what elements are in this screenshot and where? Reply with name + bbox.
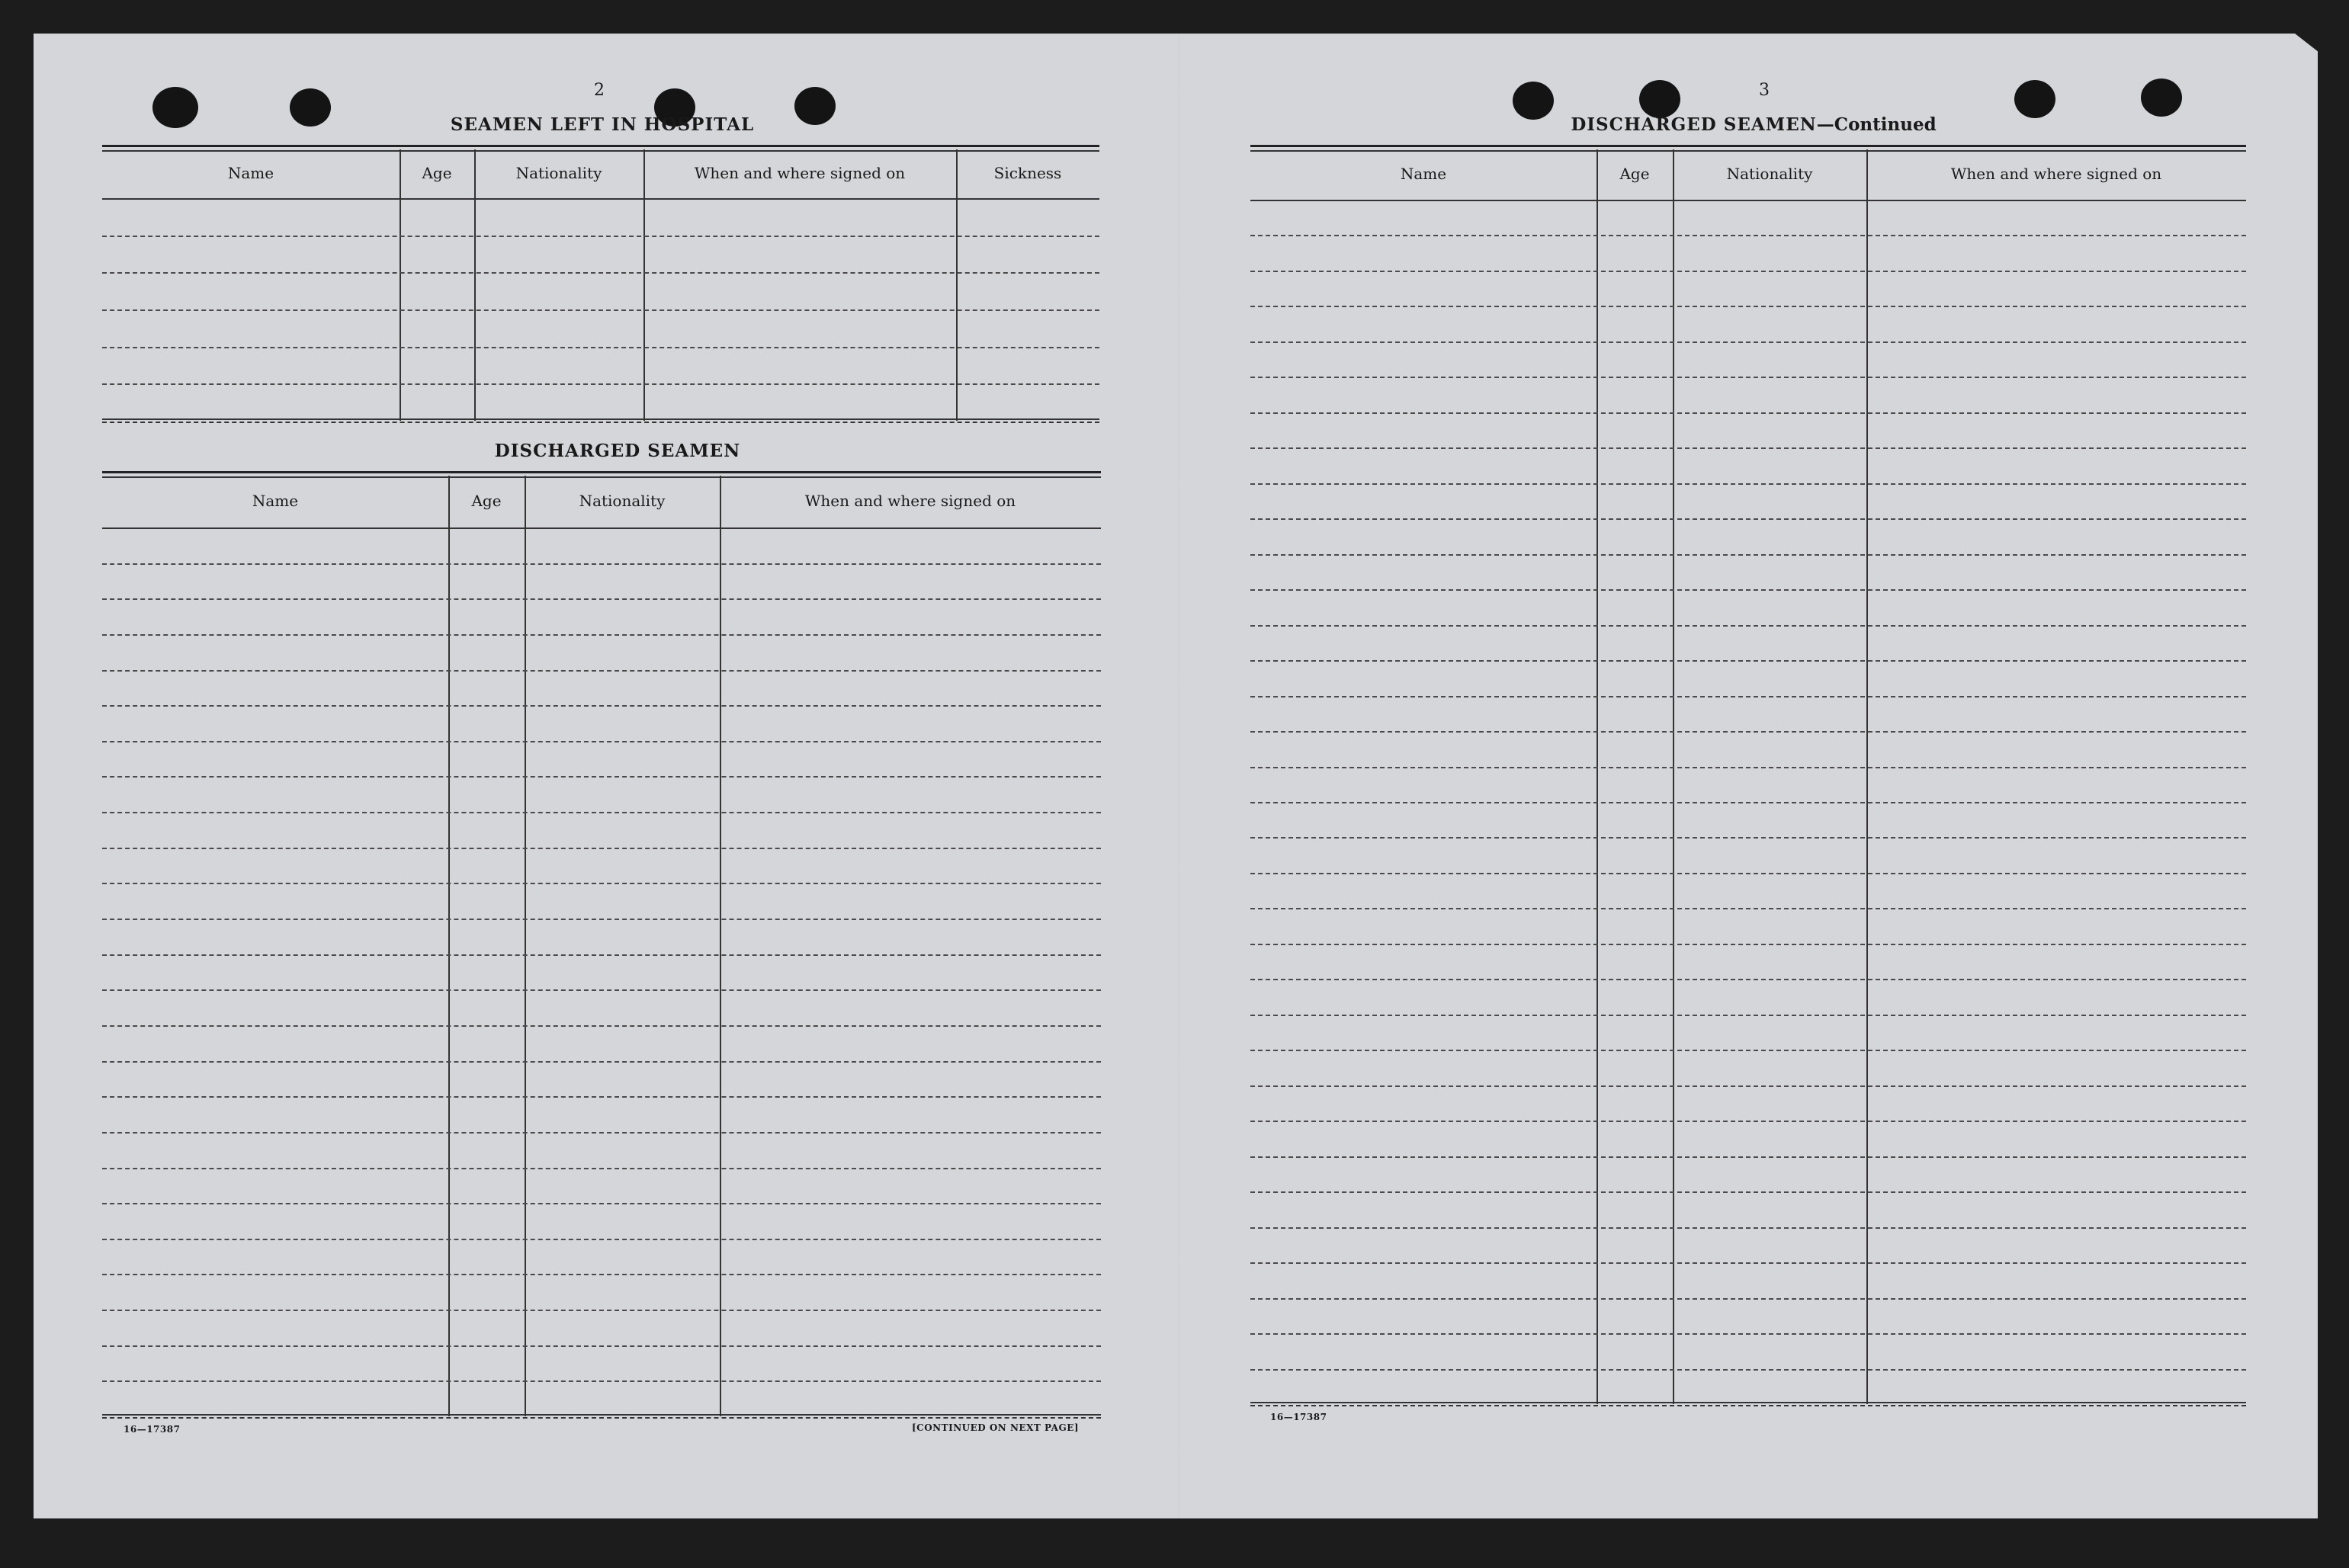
table-row (1250, 1015, 2246, 1016)
column-header: Age (471, 492, 502, 510)
table-row (102, 741, 1101, 742)
hospital-table (102, 145, 1099, 421)
discharged-table (102, 471, 1101, 1416)
column-divider (643, 149, 645, 421)
table-row (102, 883, 1101, 884)
punch-hole (152, 87, 198, 128)
table-bottom-rule (1250, 1402, 2246, 1406)
table-row (102, 563, 1101, 565)
table-row (1250, 625, 2246, 627)
table-row (1250, 554, 2246, 556)
discharged-continued-title (1494, 114, 2013, 135)
table-row (102, 1345, 1101, 1347)
table-row (102, 347, 1099, 348)
discharged-continued-title-main: DISCHARGED SEAMEN (1571, 114, 1817, 135)
column-header: Nationality (1726, 165, 1813, 183)
table-row (102, 848, 1101, 849)
table-row (1250, 660, 2246, 662)
table-row (102, 309, 1099, 311)
column-header: Name (252, 492, 299, 510)
table-top-rule (102, 145, 1099, 152)
table-row (102, 989, 1101, 991)
column-header: Nationality (515, 164, 602, 182)
table-row (1250, 271, 2246, 272)
table-header-rule (102, 198, 1099, 200)
table-row (1250, 1227, 2246, 1229)
table-row (1250, 1050, 2246, 1051)
table-row (1250, 1156, 2246, 1158)
table-row (102, 598, 1101, 600)
column-divider (956, 149, 958, 421)
table-row (102, 954, 1101, 956)
table-row (1250, 1191, 2246, 1193)
table-row (1250, 837, 2246, 839)
table-header-rule (102, 527, 1101, 529)
column-divider (474, 149, 476, 421)
table-row (102, 812, 1101, 813)
table-row (102, 705, 1101, 707)
page-number-left: 2 (594, 81, 605, 100)
table-top-rule (102, 471, 1101, 478)
column-header: When and where signed on (1950, 165, 2162, 183)
table-row (1250, 483, 2246, 485)
table-row (102, 1274, 1101, 1275)
table-row (1250, 1085, 2246, 1087)
table-row (1250, 944, 2246, 945)
table-row (1250, 589, 2246, 591)
column-header: When and where signed on (804, 492, 1016, 510)
table-row (102, 1025, 1101, 1027)
form-code-left: 16—17387 (124, 1424, 181, 1435)
table-row (102, 1310, 1101, 1311)
table-row (1250, 235, 2246, 236)
table-row (102, 1239, 1101, 1240)
table-top-rule (1250, 145, 2246, 152)
table-row (102, 776, 1101, 778)
table-row (1250, 1333, 2246, 1335)
table-row (1250, 908, 2246, 909)
table-row (102, 670, 1101, 672)
punch-hole (1639, 80, 1680, 118)
continued-note: [CONTINUED ON NEXT PAGE] (912, 1422, 1080, 1433)
form-code-right: 16—17387 (1270, 1412, 1327, 1422)
hospital-section-title: SEAMEN LEFT IN HOSPITAL (450, 114, 755, 135)
table-row (1250, 873, 2246, 874)
table-row (1250, 731, 2246, 733)
punch-hole (2014, 80, 2055, 118)
table-row (102, 383, 1099, 385)
table-row (102, 1096, 1101, 1098)
table-header-rule (1250, 200, 2246, 201)
table-row (1250, 447, 2246, 449)
table-row (1250, 767, 2246, 768)
table-row (102, 1132, 1101, 1134)
page-number-right: 3 (1759, 81, 1770, 100)
table-row (1250, 412, 2246, 414)
table-row (1250, 1298, 2246, 1300)
column-header: When and where signed on (694, 164, 906, 182)
table-row (102, 634, 1101, 636)
table-row (1250, 341, 2246, 343)
table-row (1250, 518, 2246, 520)
discharged-section-title: DISCHARGED SEAMEN (494, 441, 741, 461)
column-divider (1596, 149, 1598, 1404)
discharged-continued-title-suffix: —Continued (1816, 114, 1937, 135)
column-header: Age (1619, 165, 1650, 183)
column-header: Sickness (993, 164, 1062, 182)
column-divider (400, 149, 401, 421)
discharged-continued-table (1250, 145, 2246, 1404)
table-row (102, 1203, 1101, 1204)
table-row (1250, 377, 2246, 378)
table-row (1250, 979, 2246, 980)
table-row (1250, 1262, 2246, 1264)
column-header: Name (227, 164, 274, 182)
table-row (102, 1061, 1101, 1063)
table-row (102, 236, 1099, 237)
column-header: Nationality (579, 492, 666, 510)
table-row (1250, 306, 2246, 307)
table-bottom-rule (102, 418, 1099, 423)
table-row (1250, 1121, 2246, 1122)
table-row (1250, 1369, 2246, 1371)
table-row (102, 1380, 1101, 1382)
table-row (1250, 696, 2246, 697)
table-row (102, 272, 1099, 274)
page-fold (1178, 34, 1180, 1518)
column-divider (1866, 149, 1868, 1404)
table-row (102, 919, 1101, 920)
table-row (102, 1168, 1101, 1169)
punch-hole (290, 88, 331, 127)
column-divider (1673, 149, 1674, 1404)
column-header: Age (422, 164, 452, 182)
punch-hole (2141, 79, 2182, 117)
column-header: Name (1400, 165, 1447, 183)
table-bottom-rule (102, 1414, 1101, 1419)
table-row (1250, 802, 2246, 803)
